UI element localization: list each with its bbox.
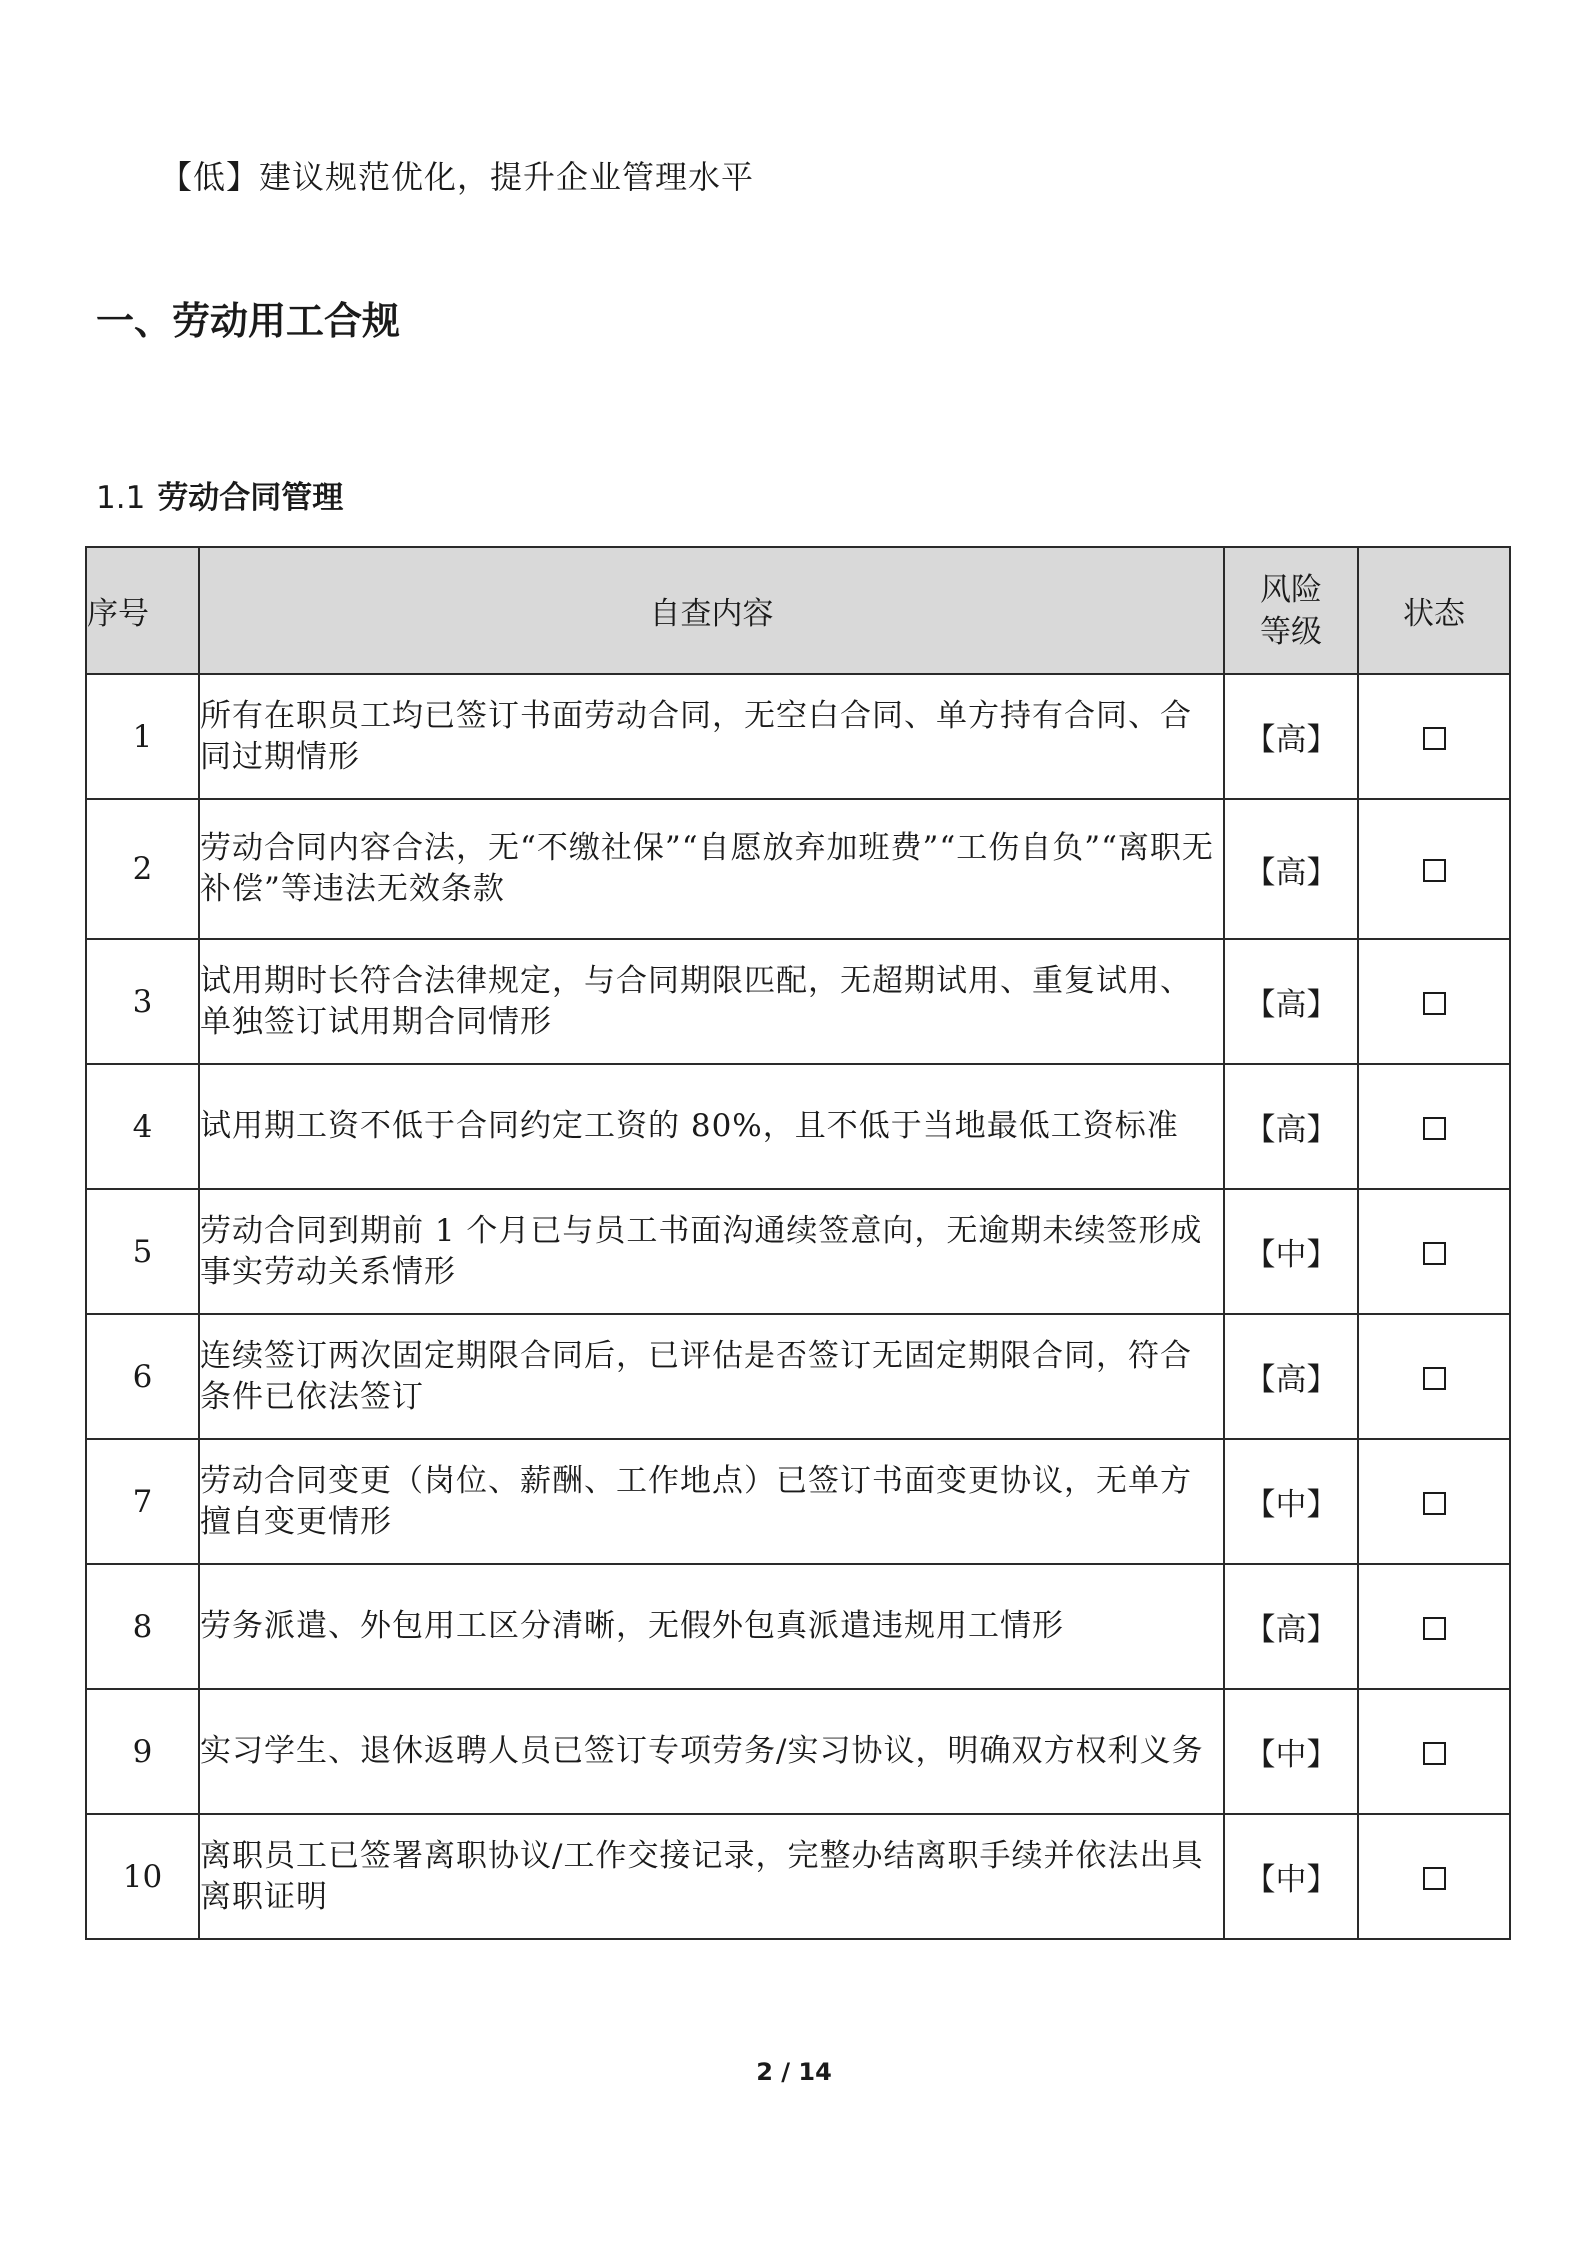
status-cell: [1358, 1814, 1510, 1939]
status-checkbox[interactable]: [1423, 1867, 1446, 1890]
row-content: 劳务派遣、外包用工区分清晰，无假外包真派遣违规用工情形: [199, 1564, 1224, 1689]
risk-level: 【高】: [1224, 1064, 1358, 1189]
table-row: [86, 1064, 1510, 1189]
risk-legend-low: 【低】建议规范优化，提升企业管理水平: [160, 158, 755, 196]
table-row: [86, 1689, 1510, 1814]
status-cell: [1358, 1064, 1510, 1189]
row-content: 试用期工资不低于合同约定工资的 80%，且不低于当地最低工资标准: [199, 1064, 1224, 1189]
row-number: 5: [86, 1189, 199, 1314]
table-row: [86, 1814, 1510, 1939]
table-header-row: [86, 547, 1510, 674]
row-number: 1: [86, 674, 199, 799]
status-cell: [1358, 799, 1510, 939]
row-number: 7: [86, 1439, 199, 1564]
risk-level: 【中】: [1224, 1814, 1358, 1939]
checklist-table: [85, 546, 1511, 1940]
header-risk-line2: 等级: [1260, 613, 1322, 650]
status-checkbox[interactable]: [1423, 1242, 1446, 1265]
status-checkbox[interactable]: [1423, 727, 1446, 750]
header-risk: [1224, 547, 1358, 674]
row-number: 6: [86, 1314, 199, 1439]
risk-level: 【高】: [1224, 1564, 1358, 1689]
status-cell: [1358, 1564, 1510, 1689]
row-content: 实习学生、退休返聘人员已签订专项劳务/实习协议，明确双方权利义务: [199, 1689, 1224, 1814]
status-cell: [1358, 1314, 1510, 1439]
status-cell: [1358, 939, 1510, 1064]
header-status: 状态: [1358, 547, 1510, 674]
table-row: [86, 1314, 1510, 1439]
subsection-label: 劳动合同管理: [157, 480, 344, 516]
risk-level: 【中】: [1224, 1439, 1358, 1564]
status-checkbox[interactable]: [1423, 992, 1446, 1015]
row-number: 3: [86, 939, 199, 1064]
row-content: 劳动合同到期前 1 个月已与员工书面沟通续签意向，无逾期未续签形成事实劳动关系情形: [199, 1189, 1224, 1314]
risk-level: 【高】: [1224, 674, 1358, 799]
risk-level: 【中】: [1224, 1189, 1358, 1314]
subsection-title: [96, 472, 343, 517]
status-cell: [1358, 1439, 1510, 1564]
status-cell: [1358, 1689, 1510, 1814]
status-checkbox[interactable]: [1423, 1617, 1446, 1640]
section-title: 一、劳动用工合规: [96, 299, 401, 343]
row-content: 所有在职员工均已签订书面劳动合同，无空白合同、单方持有合同、合同过期情形: [199, 674, 1224, 799]
risk-level: 【高】: [1224, 799, 1358, 939]
table-row: [86, 674, 1510, 799]
status-checkbox[interactable]: [1423, 859, 1446, 882]
table-row: [86, 939, 1510, 1064]
status-cell: [1358, 1189, 1510, 1314]
row-number: 10: [86, 1814, 199, 1939]
status-checkbox[interactable]: [1423, 1117, 1446, 1140]
row-number: 4: [86, 1064, 199, 1189]
row-content: 连续签订两次固定期限合同后，已评估是否签订无固定期限合同，符合条件已依法签订: [199, 1314, 1224, 1439]
subsection-number: 1.1: [96, 480, 146, 516]
row-content: 劳动合同内容合法，无“不缴社保”“自愿放弃加班费”“工伤自负”“离职无补偿”等违法无效条款: [199, 799, 1224, 939]
risk-level: 【中】: [1224, 1689, 1358, 1814]
row-number: 2: [86, 799, 199, 939]
risk-level: 【高】: [1224, 1314, 1358, 1439]
table-row: [86, 1439, 1510, 1564]
row-number: 8: [86, 1564, 199, 1689]
page-number: 2 / 14: [756, 2058, 832, 2086]
table-row: [86, 799, 1510, 939]
status-cell: [1358, 674, 1510, 799]
header-risk-line1: 风险: [1260, 571, 1322, 608]
row-content: 离职员工已签署离职协议/工作交接记录，完整办结离职手续并依法出具离职证明: [199, 1814, 1224, 1939]
status-checkbox[interactable]: [1423, 1492, 1446, 1515]
table-row: [86, 1189, 1510, 1314]
risk-level: 【高】: [1224, 939, 1358, 1064]
header-content: 自查内容: [199, 547, 1224, 674]
table-row: [86, 1564, 1510, 1689]
status-checkbox[interactable]: [1423, 1367, 1446, 1390]
status-checkbox[interactable]: [1423, 1742, 1446, 1765]
row-number: 9: [86, 1689, 199, 1814]
row-content: 劳动合同变更（岗位、薪酬、工作地点）已签订书面变更协议，无单方擅自变更情形: [199, 1439, 1224, 1564]
header-no: 序号: [86, 547, 199, 674]
row-content: 试用期时长符合法律规定，与合同期限匹配，无超期试用、重复试用、单独签订试用期合同情形: [199, 939, 1224, 1064]
